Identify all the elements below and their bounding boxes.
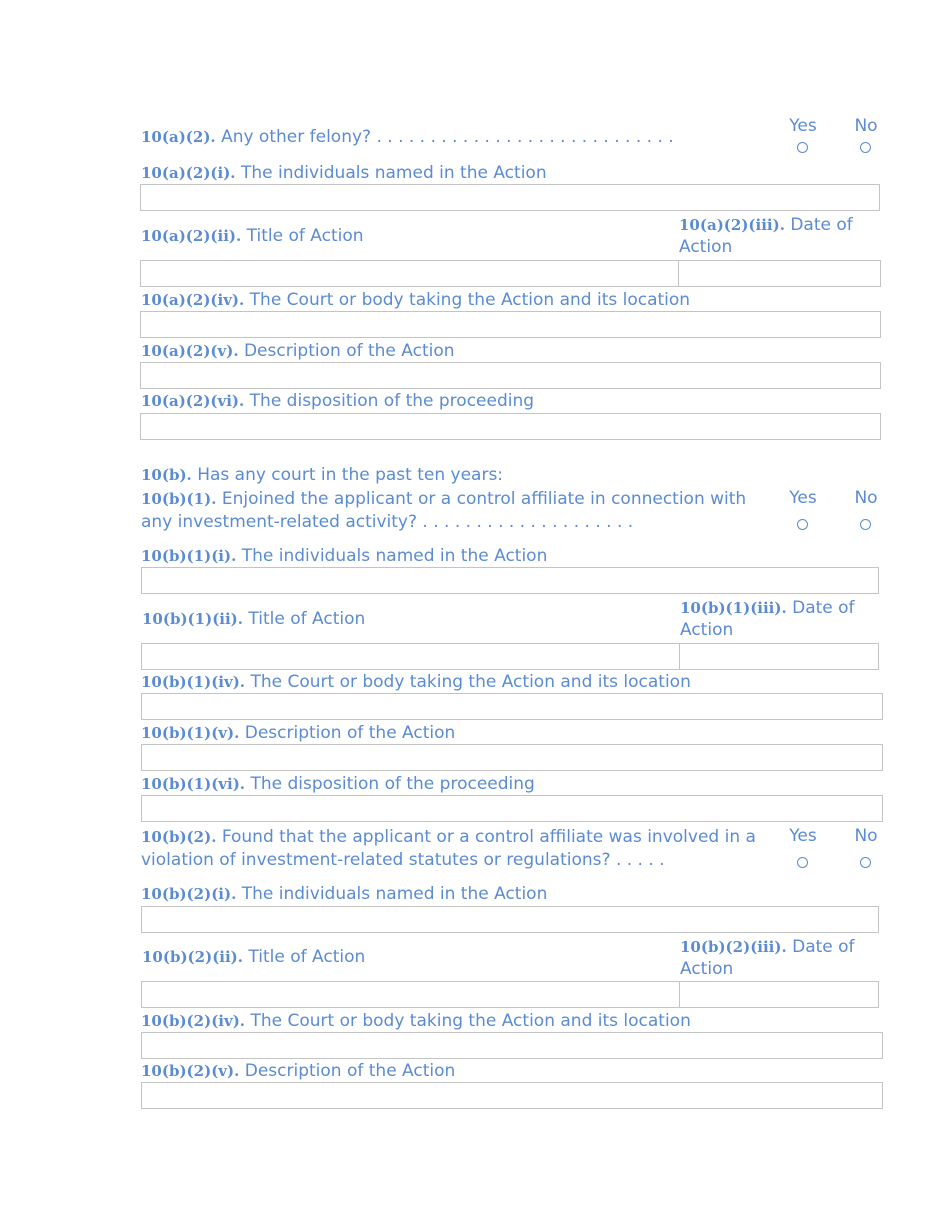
radio-10a2-no[interactable] — [860, 142, 871, 153]
label-10b2-iv: 10(b)(2)(iv). The Court or body taking the Action and its location — [141, 1011, 691, 1031]
radio-10b2-no[interactable] — [860, 857, 871, 868]
field-10b1-iii[interactable] — [679, 643, 879, 670]
field-10b2-ii[interactable] — [141, 981, 680, 1008]
field-10b1-iv[interactable] — [141, 693, 883, 720]
field-10b1-i[interactable] — [141, 567, 879, 594]
radio-10b2-yes[interactable] — [797, 857, 808, 868]
question-10b1-label: 10(b)(1). Enjoined the applicant or a control affiliate in connection with any investment-related activity? . . . . . . . . . . . . . . . . . . . . — [141, 489, 747, 532]
yes-label: Yes — [789, 826, 817, 846]
label-10b1-i: 10(b)(1)(i). The individuals named in the Action — [141, 546, 548, 566]
label-10a2-vi: 10(a)(2)(vi). The disposition of the proceeding — [141, 391, 535, 411]
question-10b2-label: 10(b)(2). Found that the applicant or a control affiliate was involved in a violation of investment-related statutes or regulations? . . . . . — [141, 827, 756, 870]
section-10b-label: 10(b). Has any court in the past ten years: — [141, 465, 504, 485]
label-10b2-iii: 10(b)(2)(iii). Date of Action — [680, 937, 855, 979]
field-10b2-iii[interactable] — [679, 981, 879, 1008]
label-10a2-ii: 10(a)(2)(ii). Title of Action — [141, 226, 364, 246]
field-10b1-ii[interactable] — [141, 643, 680, 670]
field-10a2-vi[interactable] — [140, 413, 881, 440]
label-10a2-iv: 10(a)(2)(iv). The Court or body taking the Action and its location — [141, 290, 691, 310]
no-label: No — [854, 488, 878, 508]
label-10b1-iv: 10(b)(1)(iv). The Court or body taking the Action and its location — [141, 672, 691, 692]
field-10a2-i[interactable] — [140, 184, 880, 211]
field-10b1-v[interactable] — [141, 744, 883, 771]
question-10a2-label: 10(a)(2). Any other felony? . . . . . . . . . . . . . . . . . . . . . . . . . . . . — [141, 127, 674, 147]
field-10a2-ii[interactable] — [140, 260, 679, 287]
no-label: No — [854, 116, 878, 136]
label-10b1-vi: 10(b)(1)(vi). The disposition of the proceeding — [141, 774, 535, 794]
field-10b2-iv[interactable] — [141, 1032, 883, 1059]
field-10b2-i[interactable] — [141, 906, 879, 933]
field-10a2-v[interactable] — [140, 362, 881, 389]
field-10b1-vi[interactable] — [141, 795, 883, 822]
radio-10a2-yes[interactable] — [797, 142, 808, 153]
label-10b2-v: 10(b)(2)(v). Description of the Action — [141, 1061, 456, 1081]
label-10a2-iii: 10(a)(2)(iii). Date of Action — [679, 215, 853, 257]
yes-label: Yes — [789, 116, 817, 136]
label-10b1-ii: 10(b)(1)(ii). Title of Action — [142, 609, 366, 629]
radio-10b1-yes[interactable] — [797, 519, 808, 530]
label-10b2-i: 10(b)(2)(i). The individuals named in the Action — [141, 884, 548, 904]
field-10b2-v[interactable] — [141, 1082, 883, 1109]
field-10a2-iv[interactable] — [140, 311, 881, 338]
yes-label: Yes — [789, 488, 817, 508]
label-10b1-v: 10(b)(1)(v). Description of the Action — [141, 723, 456, 743]
label-10b1-iii: 10(b)(1)(iii). Date of Action — [680, 598, 855, 640]
label-10b2-ii: 10(b)(2)(ii). Title of Action — [142, 947, 366, 967]
label-10a2-i: 10(a)(2)(i). The individuals named in the Action — [141, 163, 547, 183]
label-10a2-v: 10(a)(2)(v). Description of the Action — [141, 341, 455, 361]
no-label: No — [854, 826, 878, 846]
field-10a2-iii[interactable] — [678, 260, 881, 287]
radio-10b1-no[interactable] — [860, 519, 871, 530]
